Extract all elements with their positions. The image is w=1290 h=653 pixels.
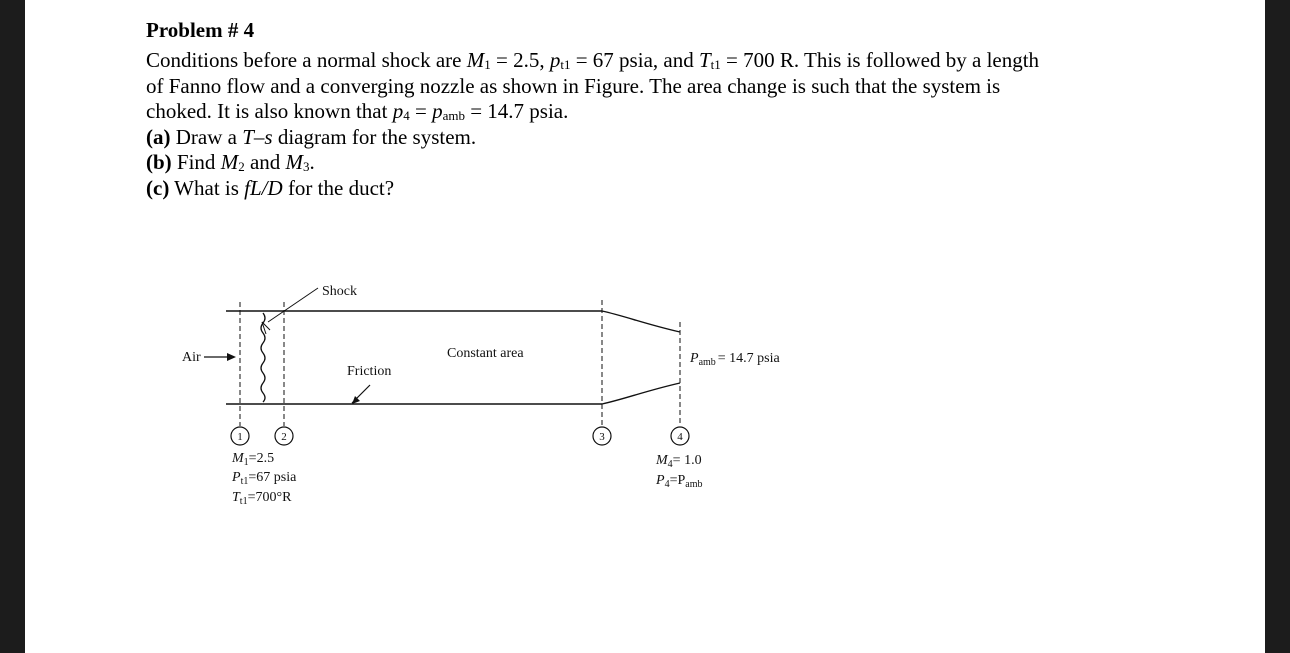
fld-symbol: fL/D (244, 175, 283, 200)
m2-subscript: 2 (238, 159, 245, 174)
pamb-value: = 14.7 psia (717, 351, 780, 366)
pt1-symbol: P (232, 470, 241, 485)
station-1-number: 1 (237, 431, 243, 443)
m1-symbol: M (466, 48, 485, 72)
text: = 2.5, (490, 48, 550, 72)
text: = 14.7 psia. (464, 99, 569, 123)
p4-subscript: 4 (664, 479, 670, 490)
pamb-label (689, 351, 781, 368)
text: = (409, 99, 433, 123)
p4-equals: =P (669, 473, 686, 488)
pt1-value: =67 psia (248, 470, 297, 485)
constant-area-label: Constant area (447, 346, 524, 361)
text: What is (169, 175, 245, 200)
statement-line-2: of Fanno flow and a converging nozzle as shown in Figure. The area change is such that the system is (146, 73, 1001, 98)
pt1-symbol: p (549, 48, 561, 72)
pt1-subscript: t1 (560, 57, 571, 72)
p4-symbol: P (656, 473, 665, 488)
friction-arrow-head (352, 396, 360, 404)
text: choked. It is also known that (146, 99, 393, 123)
tt1-condition (232, 490, 292, 507)
m1-condition (231, 451, 274, 468)
pt1-condition (231, 470, 297, 487)
m1-subscript: 1 (484, 57, 491, 72)
text: = 700 R. This is followed by a length (720, 48, 1040, 72)
station-4-number: 4 (677, 431, 683, 443)
station-3-number: 3 (599, 431, 605, 443)
part-b-label: (b) (146, 150, 172, 174)
m1-symbol: M (232, 451, 244, 466)
tt1-subscript: t1 (239, 496, 248, 507)
nozzle-bottom-wall (602, 383, 680, 404)
pamb-symbol: P (690, 351, 699, 366)
station-markers (231, 427, 689, 445)
pt1-subscript: t1 (240, 476, 249, 487)
text: Find (171, 150, 221, 174)
text: . (309, 150, 315, 174)
station-2-number: 2 (281, 431, 287, 443)
pamb-subscript: amb (698, 357, 716, 368)
text: = 67 psia, and (570, 48, 699, 72)
m3-subscript: 3 (303, 159, 310, 174)
problem-title: Problem # 4 (146, 18, 255, 42)
m2-symbol: M (220, 150, 239, 174)
tt1-symbol: T (232, 490, 240, 505)
text: diagram for the system. (272, 124, 477, 149)
tt1-symbol: T (698, 48, 711, 72)
m1-subscript: 1 (243, 457, 249, 468)
air-arrow-head (227, 353, 236, 361)
nozzle-top-wall (602, 311, 680, 332)
pamb-symbol: p (432, 99, 443, 123)
tt1-value: =700°R (247, 490, 292, 505)
shock-leader-line (268, 288, 318, 322)
text: Conditions before a normal shock are (146, 48, 467, 72)
m3-symbol: M (285, 150, 304, 174)
p4-amb-subscript: amb (685, 479, 703, 490)
shock-label: Shock (322, 284, 357, 299)
air-label: Air (182, 350, 201, 365)
pamb-subscript: amb (442, 108, 465, 123)
m4-symbol: M (656, 453, 668, 468)
text: for the duct? (282, 175, 395, 200)
m4-condition (655, 453, 702, 470)
part-c-label: (c) (146, 175, 170, 200)
m4-value: = 1.0 (672, 453, 702, 468)
tt1-subscript: t1 (710, 57, 721, 72)
ts-symbol: T–s (242, 124, 273, 149)
station-lines (240, 300, 680, 426)
p4-subscript: 4 (403, 108, 410, 123)
p4-condition (655, 473, 702, 490)
text: and (244, 150, 286, 174)
friction-label: Friction (347, 364, 392, 379)
p4-symbol: p (392, 99, 404, 123)
part-a-label: (a) (146, 124, 171, 149)
text: Draw a (170, 124, 243, 149)
m4-subscript: 4 (667, 459, 673, 470)
m1-value: =2.5 (248, 451, 275, 466)
